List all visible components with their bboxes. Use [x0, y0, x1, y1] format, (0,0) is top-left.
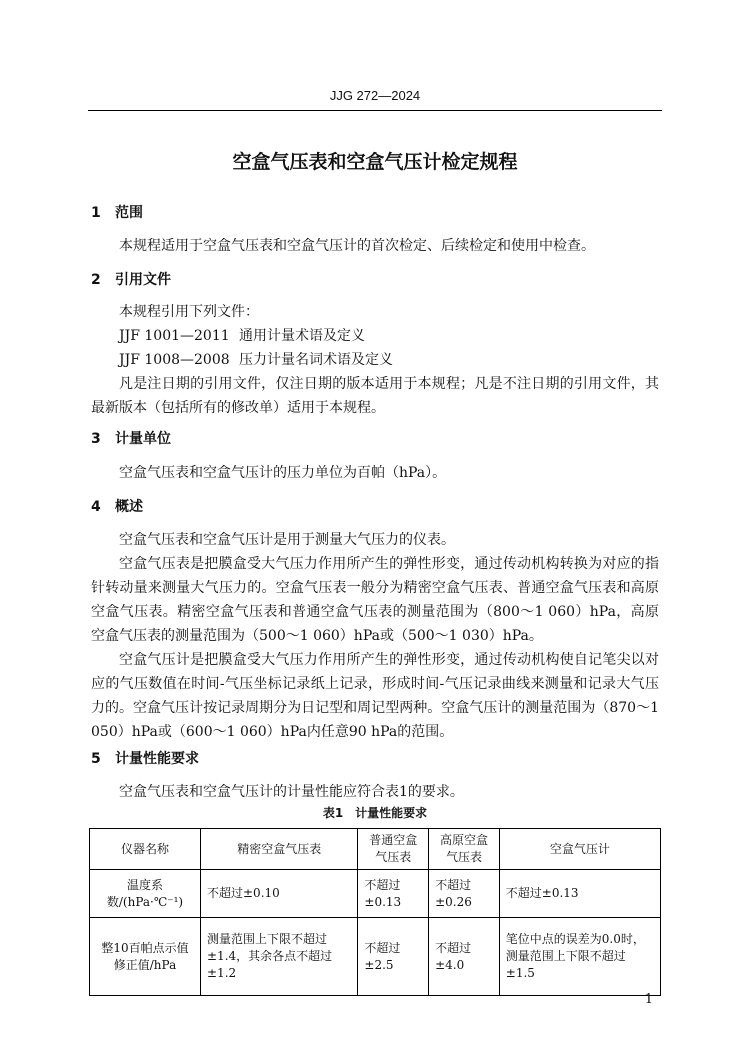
table-cell: 不超过±0.13: [499, 870, 660, 918]
paragraph: 空盒气压表和空盒气压计是用于测量大气压力的仪表。: [119, 532, 455, 548]
section-5-heading: [91, 749, 199, 769]
table-caption: 表1 计量性能要求: [322, 806, 428, 820]
section-1-body: [91, 234, 659, 258]
reference-name: 压力计量名词术语及定义: [239, 352, 393, 368]
paragraph: 本规程适用于空盒气压表和空盒气压计的首次检定、后续检定和使用中检查。: [119, 238, 595, 254]
section-number: 1: [91, 205, 101, 221]
table-cell: 测量范围上下限不超过±1.4，其余各点不超过±1.2: [201, 918, 358, 996]
table-header-row: [90, 829, 661, 870]
section-number: 3: [91, 431, 101, 447]
header-rule: [88, 110, 662, 111]
section-number: 5: [91, 751, 101, 767]
table-cell: 不超过±0.26: [429, 870, 500, 918]
reference-item: [91, 324, 659, 348]
table-header-cell: 空盒气压计: [499, 829, 660, 870]
section-3-body: [91, 461, 659, 485]
table-header-cell: 高原空盒气压表: [429, 829, 500, 870]
row-label: 温度系数/(hPa·℃⁻¹): [90, 870, 201, 918]
paragraph: 本规程引用下列文件：: [119, 304, 259, 320]
paragraph: 空盒气压表是把膜盒受大气压力作用所产生的弹性形变，通过传动机构转换为对应的指针转动量来测量大气压力的。空盒气压表一般分为精密空盒气压表、普通空盒气压表和高原空盒气压表。精密空盒气压表和普通空盒气压表的测量范围为（800～1 060）hPa，高原空盒气压表的测量范围为（500～1 060）hPa或（500～1 030）hPa。: [91, 556, 659, 644]
section-5-body: [91, 780, 659, 804]
paragraph: 空盒气压表和空盒气压计的计量性能应符合表1的要求。: [119, 784, 464, 800]
table-cell: 不超过±4.0: [429, 918, 500, 996]
paragraph: 空盒气压表和空盒气压计的压力单位为百帕（hPa）。: [119, 465, 447, 481]
table-header-cell: 精密空盒气压表: [201, 829, 358, 870]
table-cell: 不超过±0.10: [201, 870, 358, 918]
document-code: JJG 272—2024: [329, 88, 421, 103]
section-number: 2: [91, 272, 101, 288]
page-number: 1: [644, 992, 653, 1007]
document-title: 空盒气压表和空盒气压计检定规程: [232, 151, 518, 173]
paragraph: 空盒气压计是把膜盒受大气压力作用所产生的弹性形变，通过传动机构使自记笔尖以对应的气压数值在时间-气压坐标记录纸上记录，形成时间-气压记录曲线来测量和记录大气压力的。空盒气压计按记录周期分为日记型和周记型两种。空盒气压计的测量范围为（870～1 050）hPa或（600～1 060）hPa内任意90 hPa的范围。: [91, 652, 659, 740]
table-cell: 笔位中点的误差为0.0时，测量范围上下限不超过±1.5: [499, 918, 660, 996]
table-row: [90, 870, 661, 918]
section-4-heading: [91, 497, 143, 517]
reference-name: 通用计量术语及定义: [239, 328, 365, 344]
performance-table: [89, 828, 661, 996]
section-4-body: [91, 528, 659, 744]
section-1-heading: [91, 203, 143, 223]
reference-item: [91, 348, 659, 372]
table-header-cell: 仪器名称: [90, 829, 201, 870]
section-number: 4: [91, 499, 101, 515]
reference-code: JJF 1001—2011: [119, 328, 230, 344]
section-title: 引用文件: [115, 272, 171, 288]
section-2-heading: [91, 270, 171, 290]
table-header-cell: 普通空盒气压表: [358, 829, 429, 870]
table-row: [90, 918, 661, 996]
table-cell: 不超过±2.5: [358, 918, 429, 996]
section-title: 计量性能要求: [115, 751, 199, 767]
section-title: 计量单位: [115, 431, 171, 447]
section-2-body: [91, 300, 659, 420]
section-title: 范围: [115, 205, 143, 221]
section-3-heading: [91, 429, 171, 449]
reference-code: JJF 1008—2008: [119, 352, 230, 368]
row-label: 整10百帕点示值修正值/hPa: [90, 918, 201, 996]
table-cell: 不超过±0.13: [358, 870, 429, 918]
paragraph: 凡是注日期的引用文件，仅注日期的版本适用于本规程；凡是不注日期的引用文件，其最新版本（包括所有的修改单）适用于本规程。: [91, 376, 659, 416]
section-title: 概述: [115, 499, 143, 515]
